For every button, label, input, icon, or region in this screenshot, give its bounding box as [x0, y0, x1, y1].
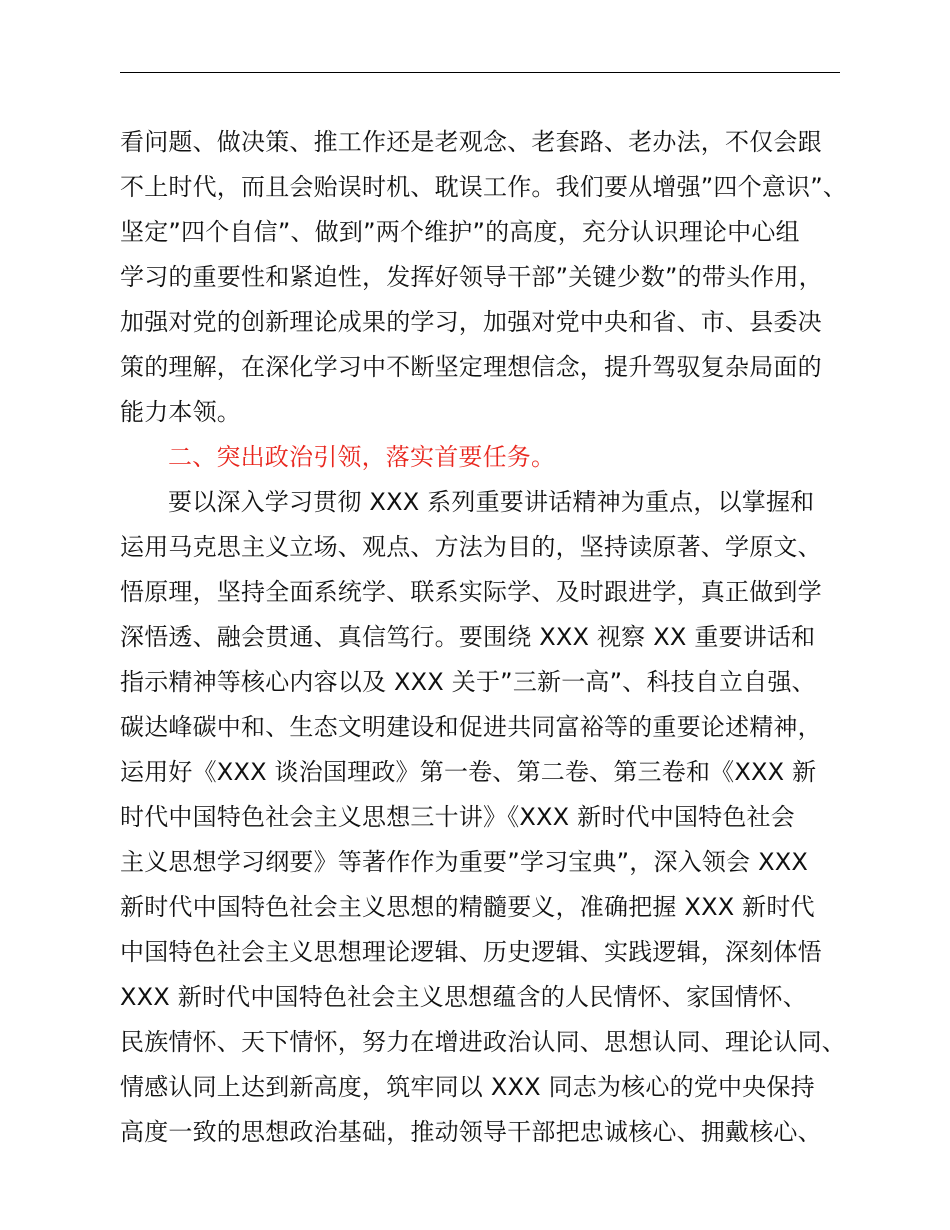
- paragraph-2-line: 中国特色社会主义思想理论逻辑、历史逻辑、实践逻辑，深刻体悟: [120, 938, 822, 966]
- paragraph-1-line: 策的理解，在深化学习中不断坚定理想信念，提升驾驭复杂局面的: [120, 353, 822, 381]
- paragraph-2-line: 主义思想学习纲要》等著作作为重要”学习宝典”，深入领会 XXX: [120, 848, 809, 876]
- paragraph-2-line: 要以深入学习贯彻 XXX 系列重要讲话精神为重点，以掌握和: [168, 488, 815, 516]
- paragraph-1-line: 坚定”四个自信”、做到”两个维护”的高度，充分认识理论中心组: [120, 218, 800, 246]
- paragraph-2-line: 新时代中国特色社会主义思想的精髓要义，准确把握 XXX 新时代: [120, 893, 815, 921]
- paragraph-2-line: 指示精神等核心内容以及 XXX 关于”三新一高”、科技自立自强、: [120, 668, 816, 696]
- document-body: [120, 120, 850, 1155]
- paragraph-2-line: 深悟透、融会贯通、真信笃行。要围绕 XXX 视察 XX 重要讲话和: [120, 623, 816, 651]
- paragraph-2-line: 时代中国特色社会主义思想三十讲》《XXX 新时代中国特色社会: [120, 803, 795, 831]
- paragraph-2-line: 运用马克思主义立场、观点、方法为目的，坚持读原著、学原文、: [120, 533, 822, 561]
- paragraph-1-line: 加强对党的创新理论成果的学习，加强对党中央和省、市、县委决: [120, 308, 822, 336]
- header-rule: [120, 72, 840, 73]
- paragraph-2-line: 运用好《XXX 谈治国理政》第一卷、第二卷、第三卷和《XXX 新: [120, 758, 817, 786]
- paragraph-1-line: 学习的重要性和紧迫性，发挥好领导干部”关键少数”的带头作用，: [120, 263, 823, 291]
- paragraph-2-line: 悟原理，坚持全面系统学、联系实际学、及时跟进学，真正做到学: [120, 578, 822, 606]
- paragraph-2-line: 高度一致的思想政治基础，推动领导干部把忠诚核心、拥戴核心、: [120, 1118, 822, 1146]
- paragraph-2-line: XXX 新时代中国特色社会主义思想蕴含的人民情怀、家国情怀、: [120, 983, 807, 1011]
- paragraph-2-line: 碳达峰碳中和、生态文明建设和促进共同富裕等的重要论述精神，: [120, 713, 822, 741]
- section-heading: 二、突出政治引领，落实首要任务。: [168, 443, 556, 471]
- paragraph-1-line: 能力本领。: [120, 398, 241, 426]
- paragraph-1-line: 不上时代，而且会贻误时机、耽误工作。我们要从增强”四个意识”、: [120, 173, 848, 201]
- paragraph-2-line: 情感认同上达到新高度，筑牢同以 XXX 同志为核心的党中央保持: [120, 1073, 815, 1101]
- paragraph-1-line: 看问题、做决策、推工作还是老观念、老套路、老办法，不仅会跟: [120, 128, 822, 156]
- paragraph-2-line: 民族情怀、天下情怀，努力在增进政治认同、思想认同、理论认同、: [120, 1028, 846, 1056]
